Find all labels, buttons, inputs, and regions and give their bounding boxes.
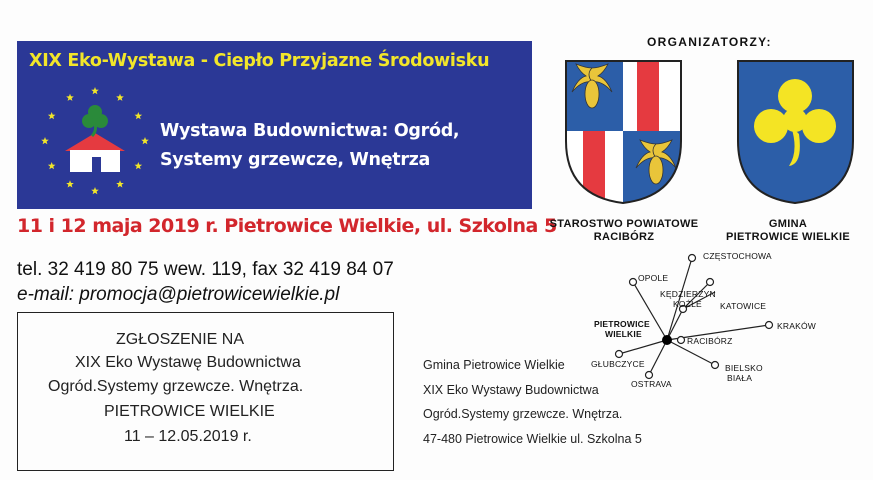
star-icon [66,94,74,101]
banner-subtitle-line1: Wystawa Budownictwa: Ogród, [160,121,460,141]
star-icon [116,180,124,187]
location-map [585,245,816,395]
address-line3: Ogród.Systemy grzewcze. Wnętrza. [423,407,623,421]
address-line4: 47-480 Pietrowice Wielkie ul. Szkolna 5 [423,432,642,446]
organizers-heading: ORGANIZATORZY: [647,35,772,49]
star-icon [91,87,99,94]
address-line2: XIX Eko Wystawy Budownictwa [423,383,599,397]
star-icon [41,137,49,144]
organizer-starostwo-label [540,218,708,244]
form-line4: PIETROWICE WIELKIE [104,403,275,420]
map-label-biala: BIAŁA [727,373,753,383]
map-label-pietrowice: PIETROWICE [594,319,650,329]
star-icon [141,137,149,144]
pietrowice-coat-of-arms [733,56,858,206]
banner-title: XIX Eko-Wystawa - Ciepło Przyjazne Środowisku [29,51,490,71]
star-icon [48,112,56,119]
map-label-krakow: KRAKÓW [777,321,816,331]
address-line1: Gmina Pietrowice Wielkie [423,358,565,372]
org2-line1: GMINA [768,218,808,230]
map-label-kozle: KOŹLE [673,299,702,309]
date-location-line: 11 i 12 maja 2019 r. Pietrowice Wielkie, ul. Szkolna 5 [17,215,557,237]
phone-fax-line: tel. 32 419 80 75 wew. 119, fax 32 419 84 07 [17,259,394,280]
star-icon [135,112,143,119]
organizer-gmina-label [718,218,858,244]
map-label-glubczyce: GŁUBCZYCE [591,359,645,369]
form-line1: ZGŁOSZENIE NA [116,331,245,348]
email-line[interactable]: e-mail: promocja@pietrowicewielkie.pl [17,284,340,305]
star-icon [48,162,56,169]
map-label-czestochowa: CZĘSTOCHOWA [703,251,772,261]
form-line2: XIX Eko Wystawę Budownictwa [75,354,301,371]
org1-line2: RACIBÓRZ [593,231,655,243]
event-banner [17,41,532,209]
eu-stars-house-clover-emblem [37,81,157,201]
org2-line2: PIETROWICE WIELKIE [726,231,850,243]
map-label-ostrava: OSTRAVA [631,379,672,389]
star-icon [135,162,143,169]
star-icon [66,180,74,187]
map-label-kedzierzyn: KĘDZIERZYN [660,289,716,299]
map-label-raciborz: RACIBÓRZ [687,336,733,346]
banner-subtitle-line2: Systemy grzewcze, Wnętrza [160,150,431,170]
map-label-wielkie: WIELKIE [605,329,642,339]
org1-line1: STAROSTWO POWIATOWE [549,218,699,230]
star-icon [91,187,99,194]
raciborz-coat-of-arms [561,56,686,206]
map-label-katowice: KATOWICE [720,301,767,311]
form-line3: Ogród.Systemy grzewcze. Wnętrza. [48,378,304,395]
map-label-opole: OPOLE [638,273,669,283]
map-label-bielsko: BIELSKO [725,363,763,373]
star-icon [116,94,124,101]
registration-form-box [17,312,394,471]
form-line5: 11 – 12.05.2019 r. [124,428,252,445]
